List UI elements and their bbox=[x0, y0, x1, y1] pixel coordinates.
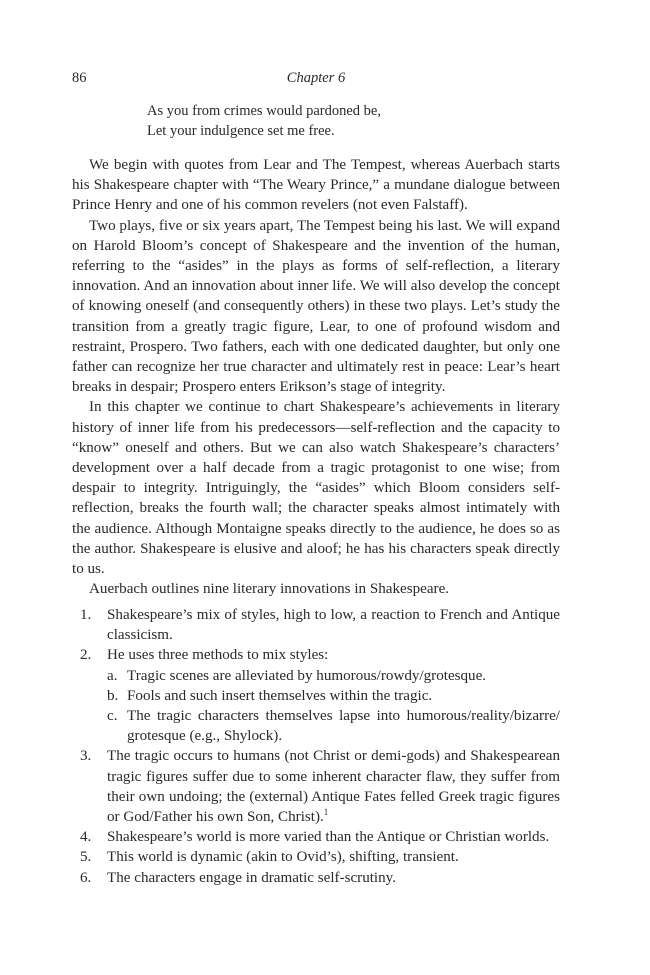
list-number: 6. bbox=[80, 869, 92, 886]
list-number: 1. bbox=[80, 607, 92, 623]
page-header bbox=[72, 70, 560, 88]
list-letter: c. bbox=[107, 708, 118, 725]
verse-line: Let your indulgence set me free. bbox=[147, 123, 335, 139]
paragraph: Two plays, five or six years apart, The Tempest being his last. We will expand on Harold Bloom’s concept of Shakespeare and the invention of the human, referring to the “asides” in the plays as forms of self-reflection, a literary innovation. And an innovation about inner life. We will also develop the concept of knowing oneself (and consequently others) in these two plays. Let’s study the transition from a greatly tragic figure, Lear, to one of profound wisdom and restraint, Prospero. Two fathers, each with one dedicated daughter, but only one father can recognize her true character and ultimately rest in peace: Lear’s heart breaks in despair; Prospero enters Erikson’s stage of integrity. bbox=[72, 217, 560, 396]
paragraph: Auerbach outlines nine literary innovations in Shakespeare. bbox=[89, 581, 450, 598]
list-item-text: Shakespeare’s world is more varied than the Antique or Christian worlds. bbox=[107, 829, 550, 846]
list-item bbox=[72, 645, 560, 665]
list-item bbox=[72, 847, 560, 867]
paragraph: In this chapter we continue to chart Shakespeare’s achievements in literary history of inner life from his predecessors—self-reflection and the capacity to “know” oneself and others. But we can also watch Shakespeare’s characters’ development over a half decade from a tragic protagonist to one wise; from despair to integrity. Intriguingly, the “asides” which Bloom considers self-reflection, breaks the fourth wall; the character speaks almost intimately with the audience. Although Montaigne speaks directly to the audience, he does so as the author. Shakespeare is elusive and aloof; he has his characters speak directly to us. bbox=[72, 399, 560, 578]
sub-list-item bbox=[72, 706, 560, 746]
page-number: 86 bbox=[72, 70, 87, 86]
list-item bbox=[72, 746, 560, 827]
list-item bbox=[72, 827, 560, 847]
list-number: 2. bbox=[80, 647, 92, 664]
list-item-text: Fools and such insert themselves within the tragic. bbox=[127, 687, 433, 704]
list-item bbox=[72, 868, 560, 888]
list-number: 5. bbox=[80, 849, 92, 866]
list-item-text: Shakespeare’s mix of styles, high to low, a reaction to French and Antique classicism. bbox=[107, 607, 560, 644]
list-item-text: The characters engage in dramatic self-scrutiny. bbox=[107, 869, 397, 886]
innovations-list bbox=[72, 605, 560, 888]
list-number: 3. bbox=[80, 748, 92, 765]
sub-list-item bbox=[72, 686, 560, 706]
list-letter: a. bbox=[107, 667, 118, 684]
list-item-text: The tragic occurs to humans (not Christ or demi-gods) and Shakespearean tragic figures suffer due to some inherent character flaw, they suffer from their own undoing; the (external) Antique Fates felled Greek tragic figures or God/Father his own Son, Christ). bbox=[107, 748, 560, 826]
list-item bbox=[72, 605, 560, 645]
list-letter: b. bbox=[107, 687, 119, 704]
body-text bbox=[72, 155, 560, 599]
sub-list-item bbox=[72, 666, 560, 686]
footnote-marker[interactable]: 1 bbox=[323, 807, 329, 817]
paragraph: We begin with quotes from Lear and The Tempest, whereas Auerbach starts his Shakespeare chapter with “The Weary Prince,” a mundane dialogue between Prince Henry and one of his common revelers (not even Falstaff). bbox=[72, 157, 560, 214]
list-item-text: He uses three methods to mix styles: bbox=[107, 647, 329, 664]
verse-line: As you from crimes would pardoned be, bbox=[147, 103, 381, 119]
list-number: 4. bbox=[80, 829, 92, 846]
verse-quote bbox=[147, 101, 381, 141]
running-head: Chapter 6 bbox=[286, 70, 346, 86]
list-item-text: Tragic scenes are alleviated by humorous/rowdy/grotesque. bbox=[127, 667, 487, 684]
list-item-text: This world is dynamic (akin to Ovid’s), shifting, transient. bbox=[107, 849, 459, 866]
list-item-text: The tragic characters themselves lapse into humorous/reality/bizarre/ grotesque (e.g., Shylock). bbox=[127, 708, 560, 745]
